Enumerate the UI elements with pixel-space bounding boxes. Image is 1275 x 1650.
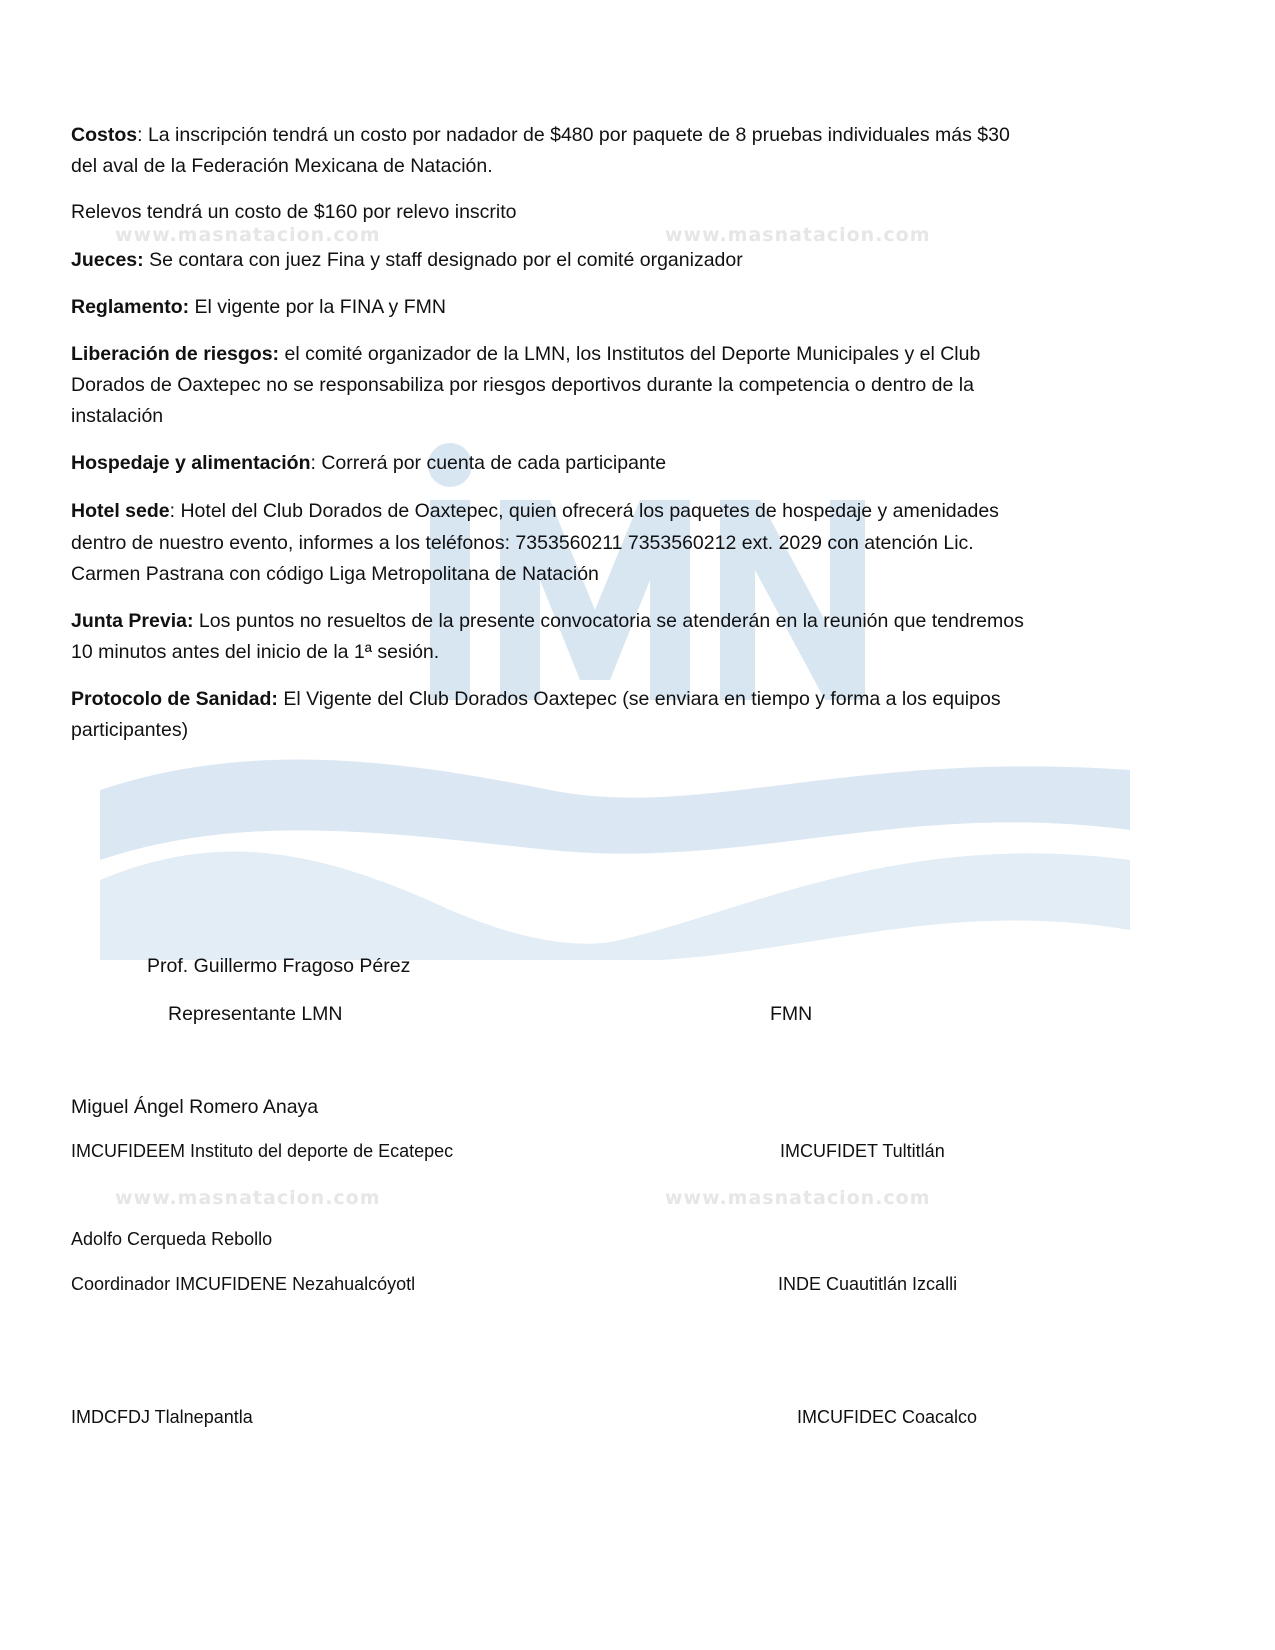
- izcalli-signatory: INDE Cuautitlán Izcalli: [778, 1274, 958, 1294]
- text: La inscripción tendrá un costo por nadador de $480 por paquete de 8 pruebas individuales más $30: [147, 124, 1010, 146]
- text: El vigente por la FINA y FMN: [194, 296, 446, 318]
- reglamento-line: [71, 295, 446, 319]
- watermark-url: www.masnatacion.com: [665, 1187, 931, 1209]
- junta-line-1: [71, 609, 1024, 633]
- costos-line-2: del aval de la Federación Mexicana de Natación.: [71, 155, 493, 177]
- text: Correrá por cuenta de cada participante: [321, 452, 667, 474]
- watermark-url: www.masnatacion.com: [115, 224, 381, 246]
- liberacion-line-2: Dorados de Oaxtepec no se responsabiliza por riesgos deportivos durante la competencia o dentro de la: [71, 374, 974, 396]
- hospedaje-line: Hospedaje y alimentación: Correrá por cuenta de cada participante: [71, 452, 667, 474]
- costos-line-1: Costos: La inscripción tendrá un costo por nadador de $480 por paquete de 8 pruebas individuales más $30: [71, 124, 1010, 146]
- protocolo-label: Protocolo de Sanidad:: [71, 688, 278, 710]
- hotel-label: Hotel sede: [71, 500, 170, 522]
- watermark-url: www.masnatacion.com: [665, 224, 931, 246]
- text: Hotel del Club Dorados de Oaxtepec, quien ofrecerá los paquetes de hospedaje y amenidades: [180, 500, 999, 522]
- liberacion-line-3: instalación: [71, 405, 164, 427]
- text: Se contara con juez Fina y staff designado por el comité organizador: [149, 249, 743, 271]
- costos-label: Costos: [71, 124, 138, 146]
- lmn-signatory-name: Prof. Guillermo Fragoso Pérez: [147, 955, 411, 977]
- ecatepec-signatory-role: IMCUFIDEEM Instituto del deporte de Ecatepec: [71, 1141, 454, 1161]
- fmn-signatory: FMN: [770, 1003, 813, 1025]
- lmn-signatory-role: Representante LMN: [168, 1003, 343, 1025]
- reglamento-label: Reglamento:: [71, 296, 190, 318]
- protocolo-line-1: [71, 687, 1001, 711]
- junta-line-2: 10 minutos antes del inicio de la 1ª sesión.: [71, 641, 440, 663]
- ecatepec-signatory-name: Miguel Ángel Romero Anaya: [71, 1096, 319, 1118]
- neza-signatory-role: Coordinador IMCUFIDENE Nezahualcóyotl: [71, 1274, 416, 1294]
- text: Los puntos no resueltos de la presente convocatoria se atenderán en la reunión que tendremos: [198, 610, 1024, 632]
- relevos-line: Relevos tendrá un costo de $160 por relevo inscrito: [71, 201, 517, 223]
- liberacion-line-1: [71, 342, 980, 366]
- liberacion-label: Liberación de riesgos:: [71, 343, 280, 365]
- hospedaje-label: Hospedaje y alimentación: [71, 452, 311, 474]
- text: el comité organizador de la LMN, los Institutos del Deporte Municipales y el Club: [284, 343, 981, 365]
- hotel-line-1: Hotel sede: Hotel del Club Dorados de Oaxtepec, quien ofrecerá los paquetes de hospedaje y amenidades: [71, 500, 999, 522]
- junta-label: Junta Previa:: [71, 610, 194, 632]
- jueces-label: Jueces:: [71, 249, 144, 271]
- hotel-line-2: dentro de nuestro evento, informes a los teléfonos: 7353560211 7353560212 ext. 2029 con atención Lic.: [71, 532, 974, 554]
- neza-signatory-name: Adolfo Cerqueda Rebollo: [71, 1229, 273, 1249]
- jueces-line: [71, 248, 743, 272]
- coacalco-signatory: IMCUFIDEC Coacalco: [797, 1407, 978, 1427]
- watermark-url: www.masnatacion.com: [115, 1187, 381, 1209]
- tlalnepantla-signatory: IMDCFDJ Tlalnepantla: [71, 1407, 253, 1427]
- tultitlan-signatory: IMCUFIDET Tultitlán: [780, 1141, 945, 1161]
- protocolo-line-2: participantes): [71, 719, 189, 741]
- watermark-waves: [100, 750, 1130, 960]
- hotel-line-3: Carmen Pastrana con código Liga Metropolitana de Natación: [71, 563, 599, 585]
- text: El Vigente del Club Dorados Oaxtepec (se enviara en tiempo y forma a los equipos: [283, 688, 1001, 710]
